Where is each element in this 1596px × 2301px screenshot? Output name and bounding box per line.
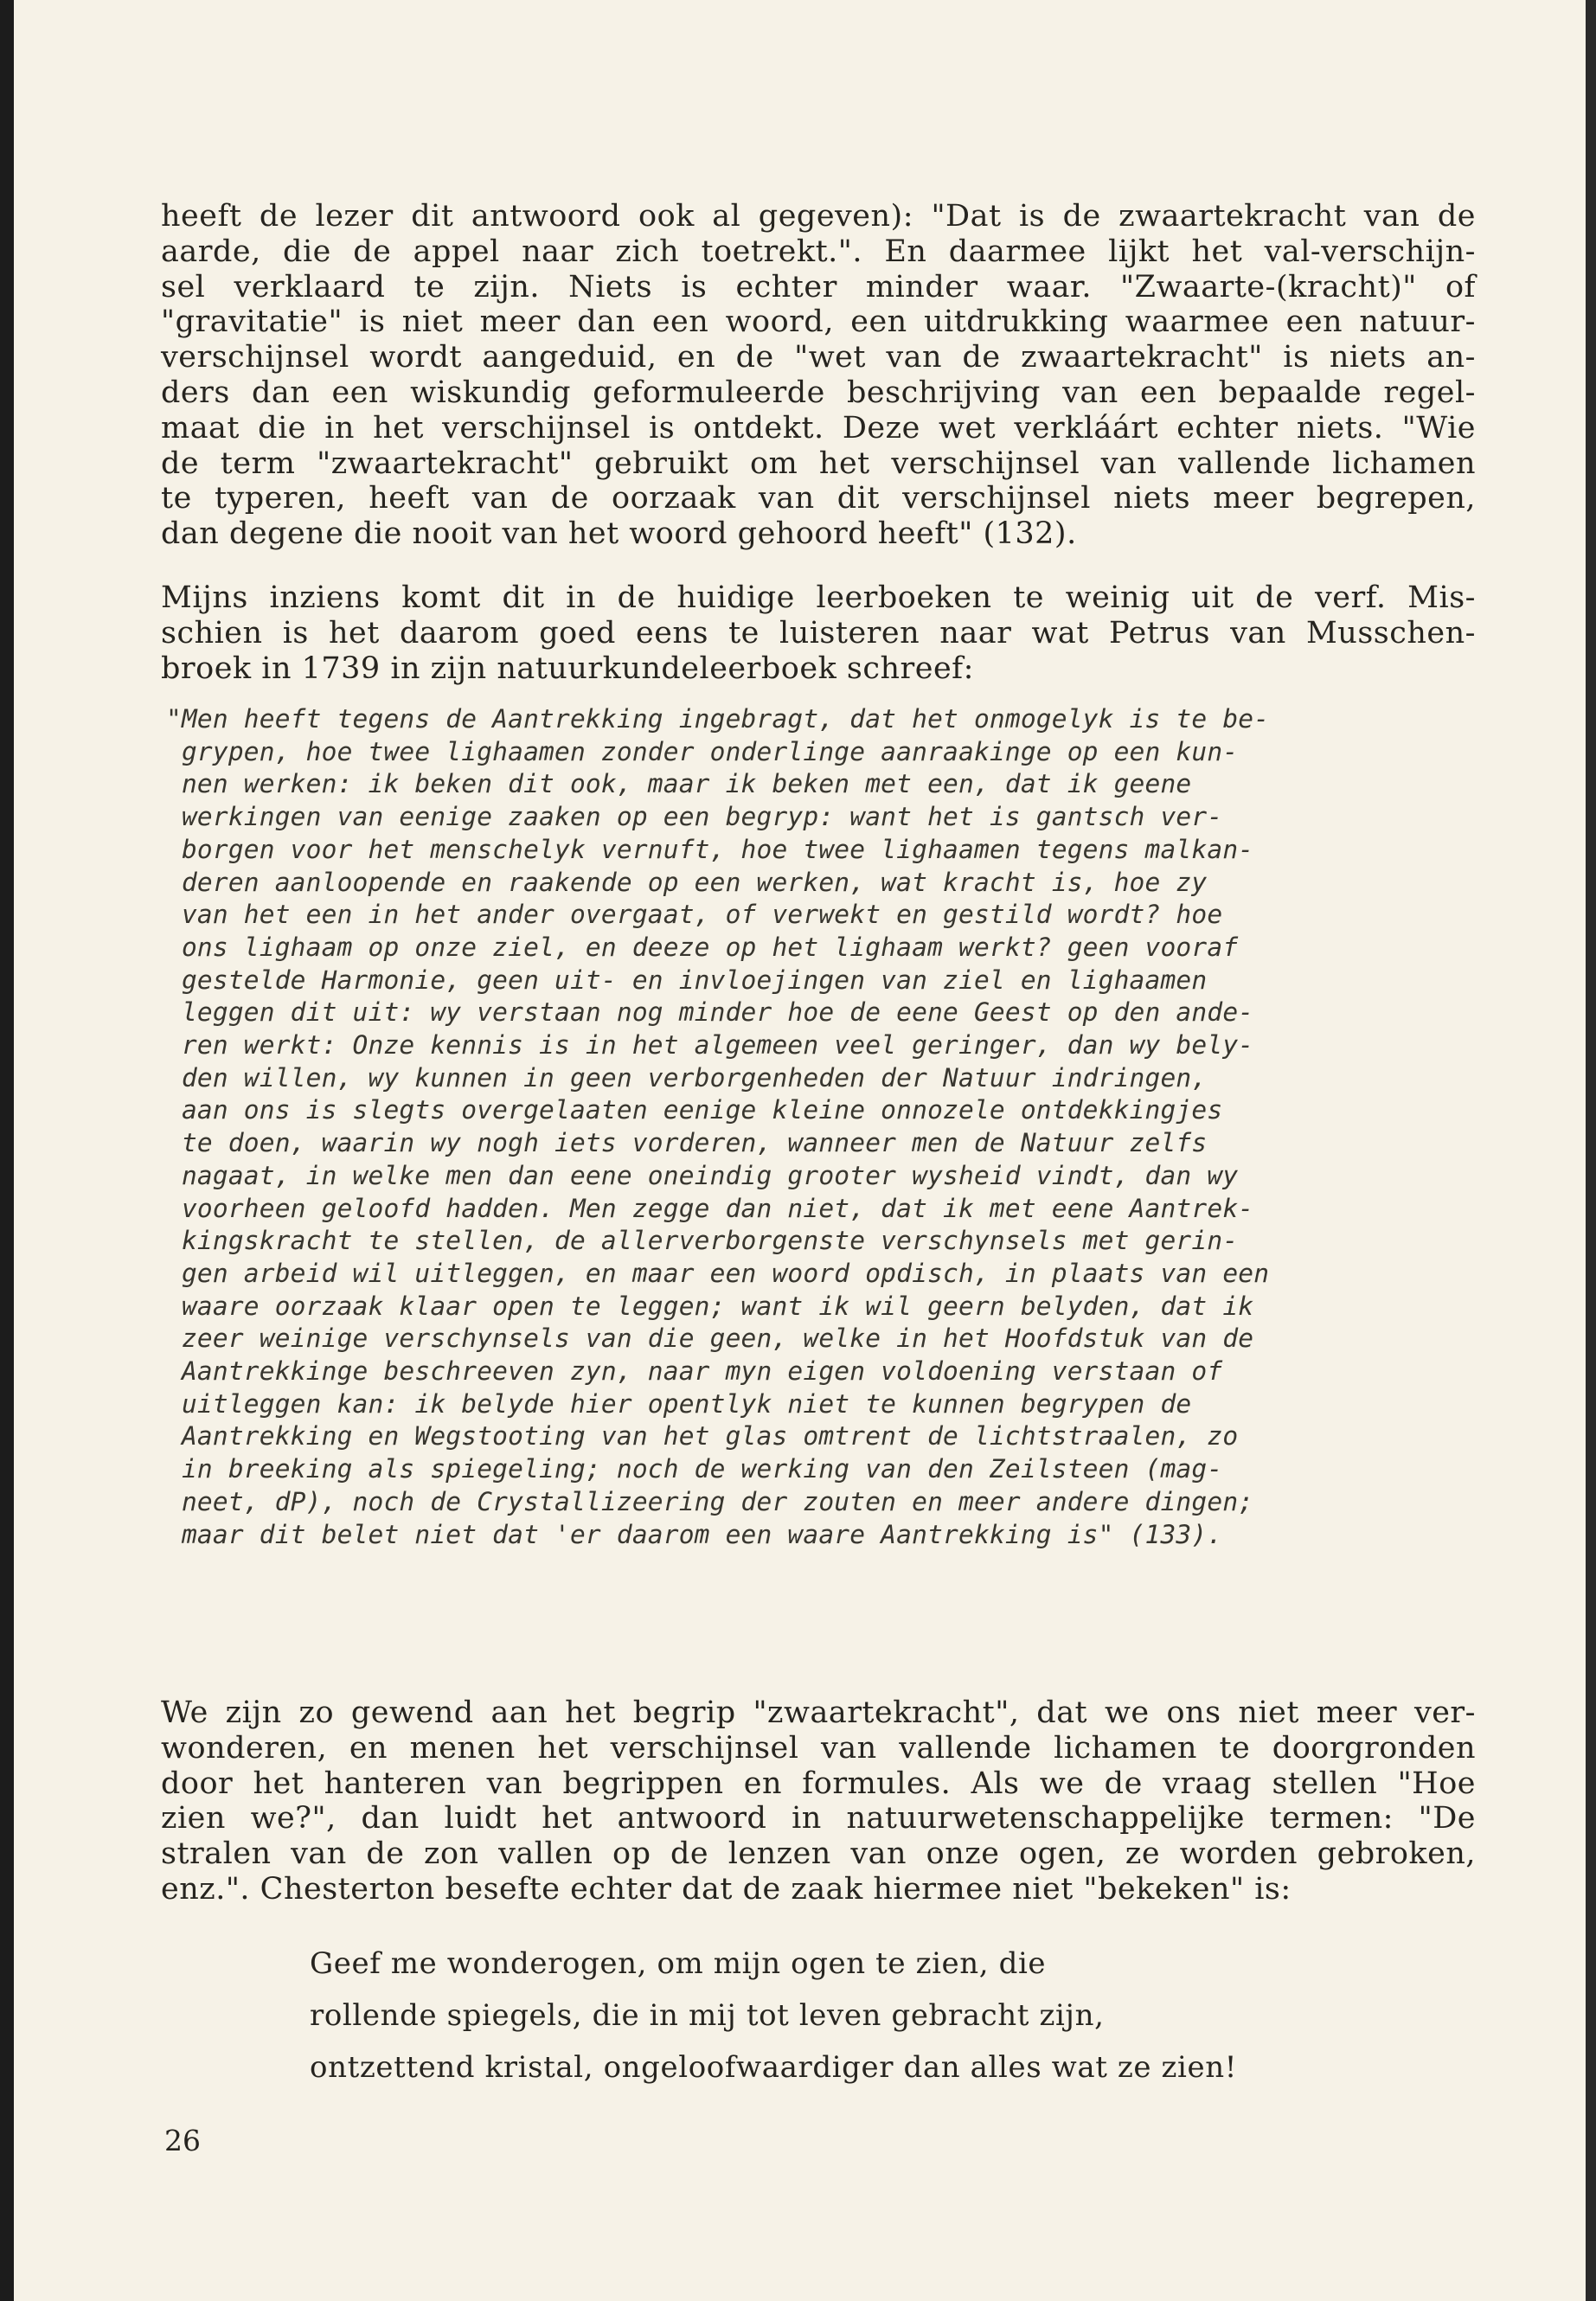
quote-line: te doen, waarin wy nogh iets vorderen, wanneer men de Natuur zelfs xyxy=(166,1128,1208,1158)
quote-line: Aantrekkinge beschreeven zyn, naar myn eigen voldoening verstaan of xyxy=(166,1356,1223,1387)
text-line: Mijns inziens komt dit in de huidige leerboeken te weinig uit de verf. Mis- xyxy=(161,580,1476,615)
text-line: heeft de lezer dit antwoord ook al gegeven): "Dat is de zwaartekracht van de xyxy=(161,199,1476,234)
scan-border-right xyxy=(1586,0,1596,2301)
text-line: aarde, die de appel naar zich toetrekt.". En daarmee lijkt het val-verschijn- xyxy=(161,234,1476,269)
text-line: de term "zwaartekracht" gebruikt om het verschijnsel van vallende lichamen xyxy=(161,445,1476,481)
text-line: zien we?", dan luidt het antwoord in natuurwetenschappelijke termen: "De xyxy=(161,1801,1476,1836)
poem-block xyxy=(310,1938,1237,2093)
text-line: wonderen, en menen het verschijnsel van vallende lichamen te doorgronden xyxy=(161,1730,1476,1766)
quote-line: voorheen geloofd hadden. Men zegge dan niet, dat ik met eene Aantrek- xyxy=(166,1193,1254,1223)
paragraph-chesterton xyxy=(161,1695,1476,1907)
scan-border-left xyxy=(0,0,14,2301)
quote-line: ren werkt: Onze kennis is in het algemeen veel geringer, dan wy bely- xyxy=(166,1030,1254,1061)
quote-line: ons lighaam op onze ziel, en deeze op het lighaam werkt? geen vooraf xyxy=(166,932,1239,962)
text-line: stralen van de zon vallen op de lenzen van onze ogen, ze worden gebroken, xyxy=(161,1836,1476,1872)
text-line: door het hanteren van begrippen en formules. Als we de vraag stellen "Hoe xyxy=(161,1766,1476,1801)
text-line: schien is het daarom goed eens te luisteren naar wat Petrus van Musschen- xyxy=(161,615,1476,651)
quote-line: grypen, hoe twee lighaamen zonder onderlinge aanraakinge op een kun- xyxy=(166,736,1239,766)
text-line: dan degene die nooit van het woord gehoord heeft" (132). xyxy=(161,516,1077,552)
quote-line: gestelde Harmonie, geen uit- en invloejingen van ziel en lighaamen xyxy=(166,965,1208,995)
text-line: verschijnsel wordt aangeduid, en de "wet van de zwaartekracht" is niets an- xyxy=(161,340,1476,375)
quote-line: den willen, wy kunnen in geen verborgenheden der Natuur indringen, xyxy=(166,1062,1208,1093)
paragraph-musschenbroek-intro xyxy=(161,580,1476,686)
quote-line: neet, dP), noch de Crystallizeering der zouten en meer andere dingen; xyxy=(166,1486,1254,1516)
text-line: ders dan een wiskundig geformuleerde beschrijving van een bepaalde regel- xyxy=(161,375,1476,410)
quote-line: nagaat, in welke men dan eene oneindig grooter wysheid vindt, dan wy xyxy=(166,1160,1239,1190)
poem-line: Geef me wonderogen, om mijn ogen te zien, die xyxy=(310,1946,1047,1981)
quote-line: waare oorzaak klaar open te leggen; want ik wil geern belyden, dat ik xyxy=(166,1291,1254,1321)
quote-line: in breeking als spiegeling; noch de werking van den Zeilsteen (mag- xyxy=(166,1454,1223,1484)
quote-line: nen werken: ik beken dit ook, maar ik beken met een, dat ik geene xyxy=(166,769,1192,799)
poem-line: ontzettend kristal, ongeloofwaardiger dan alles wat ze zien! xyxy=(310,2050,1238,2085)
quote-line: van het een in het ander overgaat, of verwekt en gestild wordt? hoe xyxy=(166,900,1223,930)
block-quote-musschenbroek xyxy=(166,703,1481,1551)
quote-line: maar dit belet niet dat 'er daarom een waare Aantrekking is" (133). xyxy=(166,1519,1223,1549)
quote-line: gen arbeid wil uitleggen, en maar een woord opdisch, in plaats van een xyxy=(166,1258,1270,1288)
quote-line: kingskracht te stellen, de allerverborgenste verschynsels met gerin- xyxy=(166,1226,1239,1256)
quote-line: aan ons is slegts overgelaaten eenige kleine onnozele ontdekkingjes xyxy=(166,1095,1223,1125)
text-line: "gravitatie" is niet meer dan een woord, een uitdrukking waarmee een natuur- xyxy=(161,304,1476,340)
quote-line: borgen voor het menschelyk vernuft, hoe twee lighaamen tegens malkan- xyxy=(166,834,1254,864)
text-line: te typeren, heeft van de oorzaak van dit verschijnsel niets meer begrepen, xyxy=(161,481,1476,516)
quote-line: zeer weinige verschynsels van die geen, welke in het Hoofdstuk van de xyxy=(166,1324,1254,1354)
poem-line: rollende spiegels, die in mij tot leven gebracht zijn, xyxy=(310,1998,1105,2033)
text-line: We zijn zo gewend aan het begrip "zwaartekracht", dat we ons niet meer ver- xyxy=(161,1695,1476,1730)
text-line: broek in 1739 in zijn natuurkundeleerboek schreef: xyxy=(161,651,974,686)
quote-line: leggen dit uit: wy verstaan nog minder hoe de eene Geest op den ande- xyxy=(166,997,1254,1028)
quote-line: uitleggen kan: ik belyde hier opentlyk niet te kunnen begrypen de xyxy=(166,1388,1192,1419)
text-line: enz.". Chesterton besefte echter dat de zaak hiermee niet "bekeken" is: xyxy=(161,1871,1292,1907)
page-number: 26 xyxy=(164,2124,201,2157)
text-line: maat die in het verschijnsel is ontdekt. Deze wet verkláárt echter niets. "Wie xyxy=(161,410,1476,445)
text-line: sel verklaard te zijn. Niets is echter minder waar. "Zwaarte-(kracht)" of xyxy=(161,269,1476,304)
quote-line: "Men heeft tegens de Aantrekking ingebragt, dat het onmogelyk is te be- xyxy=(166,704,1270,734)
paragraph-gravity xyxy=(161,199,1476,552)
quote-line: deren aanloopende en raakende op een werken, wat kracht is, hoe zy xyxy=(166,867,1208,897)
quote-line: Aantrekking en Wegstooting van het glas omtrent de lichtstraalen, zo xyxy=(166,1421,1239,1452)
quote-line: werkingen van eenige zaaken op een begryp: want het is gantsch ver- xyxy=(166,802,1223,832)
